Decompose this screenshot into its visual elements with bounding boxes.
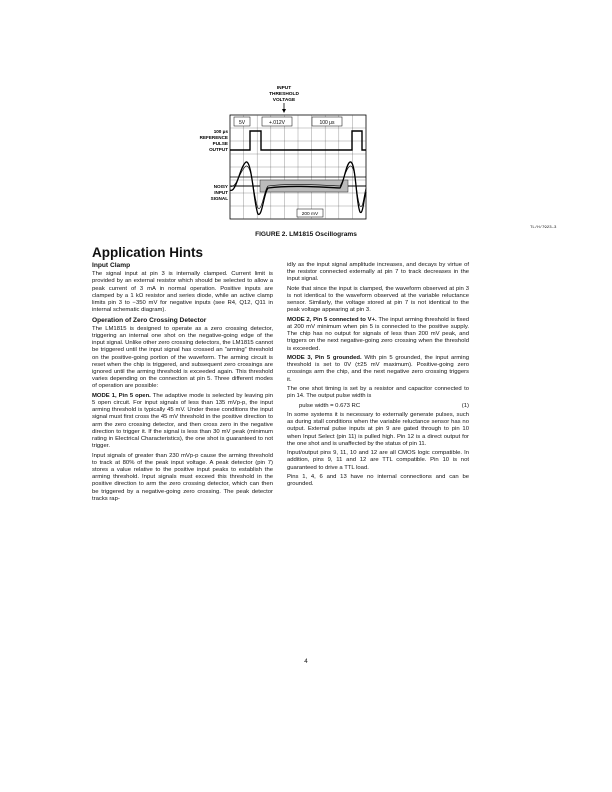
threshold-label-line1: INPUT (276, 86, 292, 91)
readout-time-div: 100 μs (319, 120, 335, 126)
one-shot-timing-paragraph: The one shot timing is set by a resistor and capacitor connected to pin 14. The output pulse width is (287, 386, 469, 400)
figure-caption: FIGURE 2. LM1815 Oscillograms (255, 231, 357, 238)
readout-bottom-scale: 200 mV (301, 212, 319, 217)
figure-id: TL/H/7923–3 (530, 226, 557, 230)
peak-detector-paragraph: idly as the input signal amplitude increases, and decays by virtue of the resistor connected externally at pin 7 to track decreases in the input signal. (287, 262, 469, 283)
mode1-paragraph (92, 393, 273, 451)
clamp-note-paragraph: Note that since the input is clamped, the waveform observed at pin 3 is not identical to the waveform observed at the variable reluctance sensor. Similarly, the voltage stored at pin 7 is not identical to the peak voltage appearing at pin 3. (287, 285, 469, 314)
mode3-label: MODE 3, Pin 5 grounded. (287, 355, 362, 361)
equation-text: pulse width = 0.673 RC (299, 402, 361, 409)
oscillogram-figure (0, 0, 612, 240)
mode2-label: MODE 2, Pin 5 connected to V+. (287, 316, 377, 323)
reference-label-line3: PULSE (212, 141, 228, 146)
reference-label-line2: REFERENCE (199, 135, 228, 140)
mode1-label: MODE 1, Pin 5 open. (92, 392, 151, 399)
readout-volts-div: 5V (238, 120, 246, 126)
mode2-paragraph (287, 317, 469, 353)
noisy-label-line3: SIGNAL (210, 196, 228, 201)
reference-label-line4: OUTPUT (209, 147, 228, 152)
logic-compat-paragraph: Input/output pins 9, 11, 10 and 12 are all CMOS logic compatible. In addition, pins 9, 11 and 12 are TTL compatible. Pin 10 is not guaranteed to drive a TTL load. (287, 450, 469, 471)
mode3-paragraph (287, 355, 469, 384)
reference-label-line1: 100 μs (213, 129, 228, 134)
page-title: Application Hints (92, 245, 203, 260)
page-number: 4 (304, 658, 308, 665)
noisy-label-line2: INPUT (214, 190, 228, 195)
mode1-text: The adaptive mode is selected by leaving pin 5 open circuit. For input signals of less than 135 mVp-p, the input arming threshold is typically 45 mV. Under these conditions the input signal must first cross the 45 mV threshold in the positive direction to arm the zero crossing detector, and then cross zero in the negative direction to trigger it. If the signal is less than 30 mV peak (minimum rating in Electrical Characteristics), the one shot is guaranteed to not trigger. (92, 392, 273, 450)
zero-crossing-intro: The LM1815 is designed to operate as a zero crossing detector, triggering an internal one shot on the negative-going edge of the input signal. Unlike other zero crossing detectors, the LM1815 cannot be triggered until the input signal has crossed an “arming” threshold on the positive-going portion of the waveform. The arming circuit is reset when the chip is triggered, and subsequent zero crossings are ignored until the arming threshold is exceeded again. This threshold varies depending on the connection at pin 5. Three different modes of operation are possible: (92, 325, 273, 390)
right-column (287, 262, 469, 491)
threshold-arrowhead (282, 109, 286, 113)
input-signals-paragraph: Input signals of greater than 230 mVp-p cause the arming threshold to track at 80% of the peak input voltage. A peak detector (pin 7) stores a value relative to the positive input peaks to establish the arming threshold. Input signals must exceed this threshold in the positive direction to arm the zero crossing detector, which can then be triggered by a negative-going zero crossing. The peak detector tracks rap- (92, 452, 273, 502)
external-pulses-paragraph: In some systems it is necessary to externally generate pulses, such as during stall conditions when the variable reluctance sensor has no output. External pulse inputs at pin 9 are gated through to pin 10 when Input Select (pin 11) is pulled high. Pin 12 is a direct output for the one shot and is unaffected by the status of pin 11. (287, 411, 469, 447)
threshold-label-line2: THRESHOLD (269, 92, 299, 97)
left-column (92, 262, 273, 505)
readout-threshold: +.012V (269, 120, 285, 126)
noisy-label-line1: NOISY (213, 184, 228, 189)
zero-crossing-heading: Operation of Zero Crossing Detector (92, 316, 207, 324)
equation-number: (1) (461, 402, 469, 409)
threshold-label-line3: VOLTAGE (272, 98, 296, 103)
mode3-text: With pin 5 grounded, the input arming threshold is set to 0V (±25 mV maximum). Positive-going zero crossings arm the chip, and the next negative zero crossing triggers it. (287, 355, 469, 383)
input-clamp-heading: Input Clamp (92, 262, 131, 269)
input-clamp-text: The signal input at pin 3 is internally clamped. Current limit is provided by an external resistor which should be selected to allow a peak current of 3 mA in normal operation. Positive inputs are clamped by a 1 kΩ resistor and series diode, while an active clamp limits pin 3 to −350 mV for negative inputs (see R4, Q12, Q11 in internal schematic diagram). (92, 271, 273, 314)
mode2-text: The input arming threshold is fixed at 200 mV minimum when pin 5 is connected to the positive supply. The chip has no output for signals of less than 200 mV peak, and triggers on the next negative-going zero crossing when the threshold is exceeded. (287, 316, 470, 352)
pulse-width-equation (287, 403, 469, 410)
unused-pins-paragraph: Pins 1, 4, 6 and 13 have no internal connections and can be grounded. (287, 473, 469, 488)
